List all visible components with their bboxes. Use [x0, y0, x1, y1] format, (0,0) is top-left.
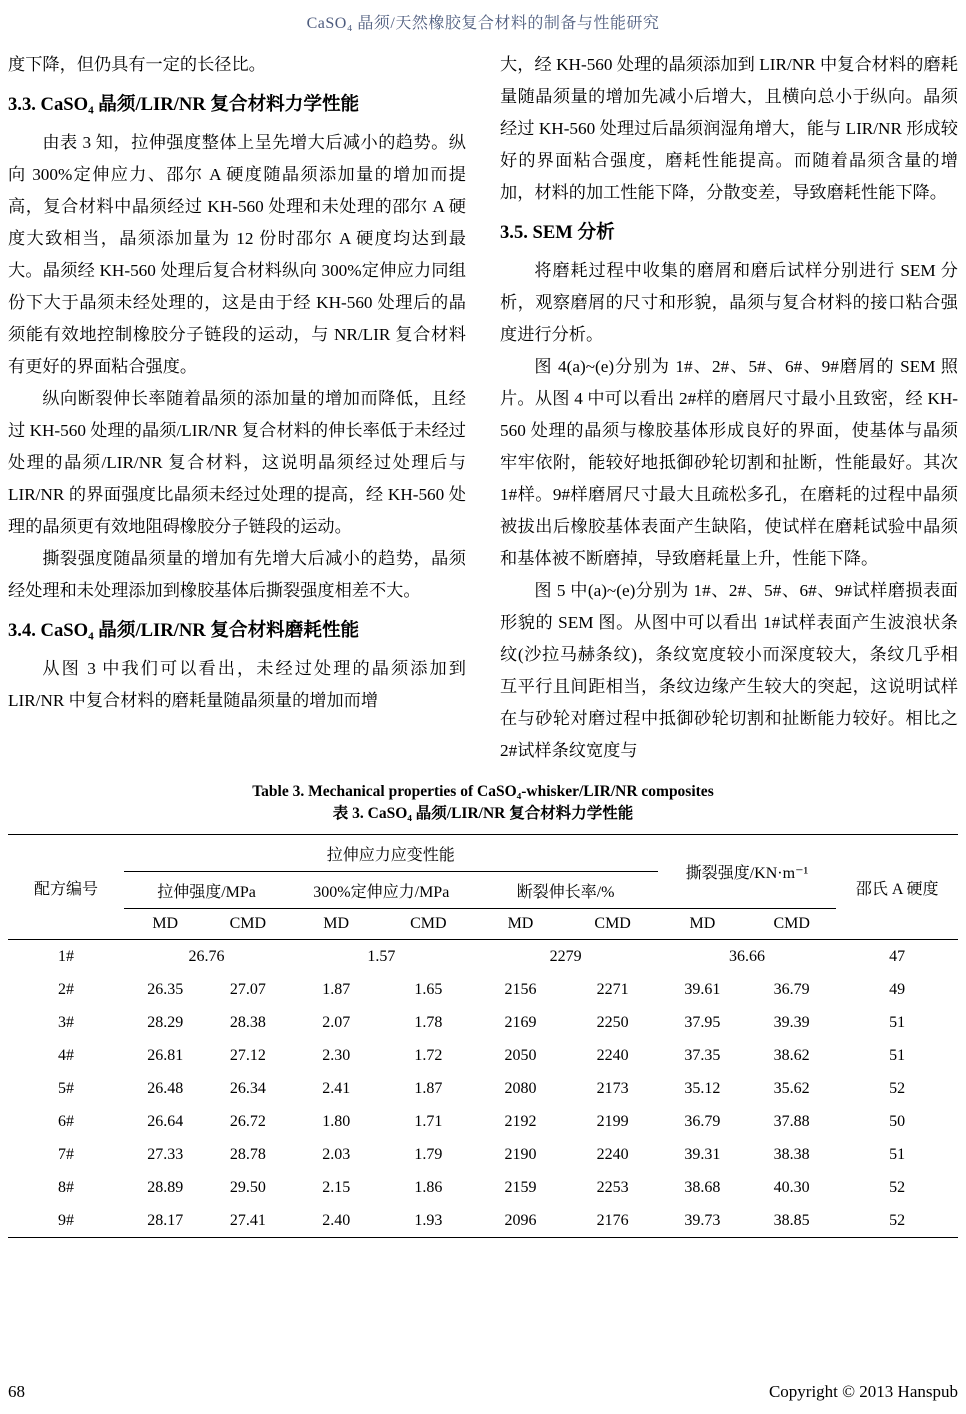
table-cell: 52 [889, 1178, 906, 1196]
th-cmd: CMD [383, 909, 473, 940]
running-head: CaSO₄ 晶须/天然橡胶复合材料的制备与性能研究 [306, 15, 660, 32]
page-number: 68 [8, 1382, 25, 1401]
table-row [8, 1006, 958, 1039]
table-cell: 2156 [504, 980, 537, 998]
table-cell: 2169 [504, 1013, 537, 1031]
table-cell: 39.39 [773, 1013, 810, 1031]
table-cell: 28.29 [147, 1013, 184, 1031]
table-cell: 1.80 [322, 1112, 351, 1130]
table-cell: 38.85 [773, 1211, 810, 1229]
table-row [8, 1105, 958, 1138]
table-cell: 36.79 [684, 1112, 721, 1130]
table-cell: 7# [57, 1145, 74, 1163]
table-row [8, 1072, 958, 1105]
table-cell: 2.15 [322, 1178, 351, 1196]
table-cell: 38.62 [773, 1046, 810, 1064]
table-cell: 2.41 [322, 1079, 351, 1097]
page-footer [8, 1382, 958, 1402]
table-cell: 51 [889, 1013, 906, 1031]
th-cmd: CMD [207, 909, 290, 940]
section-heading-3-3: 3.3. CaSO₄ 晶须/LIR/NR 复合材料力学性能 [8, 94, 360, 115]
table-cell: 50 [889, 1112, 906, 1130]
th-modulus-300: 300%定伸应力/MPa [289, 872, 473, 909]
table-row [8, 973, 958, 1006]
th-md: MD [473, 909, 567, 940]
table-cell: 1.78 [414, 1013, 443, 1031]
paragraph: 图 5 中(a)~(e)分别为 1#、2#、5#、6#、9#试样磨损表面形貌的 SEM 图。从图中可以看出 1#试样表面产生波浪状条纹(沙拉马赫条纹)，条纹宽度较小而深度较大，条纹几乎相互平行且间距相当，条纹边缘产生较大的突起，这说明试样在与砂轮对磨过程中抵御砂轮切割和扯断能力较好。相比之 2#试样条纹宽度与 [500, 581, 958, 760]
table-cell: 2192 [504, 1112, 537, 1130]
table-cell: 2240 [596, 1145, 629, 1163]
table-cell: 29.50 [229, 1178, 266, 1196]
th-elongation: 断裂伸长率/% [473, 872, 657, 909]
th-cmd: CMD [747, 909, 836, 940]
table-cell: 1.93 [414, 1211, 443, 1229]
table-cell: 28.38 [229, 1013, 266, 1031]
table-cell: 2190 [504, 1145, 537, 1163]
table-row [8, 1138, 958, 1171]
table-cell: 27.41 [229, 1211, 266, 1229]
table-cell: 27.12 [229, 1046, 266, 1064]
table-caption-english: Table 3. Mechanical properties of CaSO₄-whisker/LIR/NR composites [252, 783, 714, 800]
table-cell: 2250 [596, 1013, 629, 1031]
two-column-body [8, 49, 958, 767]
table-body [8, 940, 958, 1238]
table-cell: 38.68 [684, 1178, 721, 1196]
table-cell: 35.62 [773, 1079, 810, 1097]
table-cell: 26.34 [229, 1079, 266, 1097]
table-cell: 36.79 [773, 980, 810, 998]
th-shore-hardness: 邵氏 A 硬度 [836, 835, 958, 940]
table-cell: 26.72 [229, 1112, 266, 1130]
right-column [500, 49, 958, 767]
table-cell: 2.07 [322, 1013, 351, 1031]
table-row [8, 1204, 958, 1238]
table-cell: 2240 [596, 1046, 629, 1064]
table-cell: 1.71 [414, 1112, 443, 1130]
table-cell: 26.64 [147, 1112, 184, 1130]
table-cell: 4# [57, 1046, 74, 1064]
table-cell: 2.03 [322, 1145, 351, 1163]
table-caption [8, 781, 958, 825]
table-cell: 51 [889, 1046, 906, 1064]
table-cell: 2279 [549, 947, 582, 965]
section-heading-3-4: 3.4. CaSO₄ 晶须/LIR/NR 复合材料磨耗性能 [8, 620, 360, 641]
paragraph: 大，经 KH-560 处理的晶须添加到 LIR/NR 中复合材料的磨耗量随晶须量的增加先减小后增大，且横向总小于纵向。晶须经过 KH-560 处理过后晶须润湿角增大，能与 LIR/NR 形成较好的界面粘合强度，磨耗性能提高。而随着晶须含量的增加，材料的加工性能下降，分散变差，导致磨耗性能下降。 [500, 55, 958, 202]
table-header [8, 835, 958, 940]
table-cell: 2271 [596, 980, 629, 998]
table-cell: 28.89 [147, 1178, 184, 1196]
table-cell: 1.57 [367, 947, 396, 965]
table-row [8, 1039, 958, 1072]
table-cell: 2.40 [322, 1211, 351, 1229]
table-cell: 47 [889, 947, 906, 965]
mechanical-properties-table [8, 834, 958, 1238]
table-cell: 38.38 [773, 1145, 810, 1163]
table-cell: 39.31 [684, 1145, 721, 1163]
table-cell: 37.88 [773, 1112, 810, 1130]
paragraph: 纵向断裂伸长率随着晶须的添加量的增加而降低，且经过 KH-560 处理的晶须/LIR/NR 复合材料的伸长率低于未经过处理的晶须/LIR/NR 复合材料，这说明晶须经过处理后与 LIR/NR 的界面强度比晶须未经过处理的提高，经 KH-560 处理的晶须更有效地阻碍橡胶分子链段的运动。 [8, 389, 466, 536]
table-cell: 5# [57, 1079, 74, 1097]
table-cell: 40.30 [773, 1178, 810, 1196]
table-cell: 1.65 [414, 980, 443, 998]
copyright-text: Copyright © 2013 Hanspub [768, 1382, 958, 1401]
th-md: MD [124, 909, 207, 940]
table-cell: 51 [889, 1145, 906, 1163]
paragraph: 撕裂强度随晶须量的增加有先增大后减小的趋势，晶须经处理和未处理添加到橡胶基体后撕裂强度相差不大。 [8, 549, 466, 600]
table-cell: 28.17 [147, 1211, 184, 1229]
table-cell: 28.78 [229, 1145, 266, 1163]
table-cell: 3# [57, 1013, 74, 1031]
table-cell: 39.61 [684, 980, 721, 998]
th-tensile-group: 拉伸应力应变性能 [124, 835, 658, 872]
th-cmd: CMD [568, 909, 658, 940]
paragraph: 由表 3 知，拉伸强度整体上呈先增大后减小的趋势。纵向 300%定伸应力、邵尔 A 硬度随晶须添加量的增加而提高，复合材料中晶须经过 KH-560 处理和未处理的邵尔 A 硬度大致相当，晶须添加量为 12 份时邵尔 A 硬度均达到最大。晶须经 KH-560 处理后复合材料纵向 300%定伸应力同组份下大于晶须未经处理的，这是由于经 KH-560 处理后的晶须能有效地控制橡胶分子链段的运动，与 NR/LIR 复合材料有更好的界面粘合强度。 [8, 133, 466, 376]
table-cell: 9# [57, 1211, 74, 1229]
table-cell: 52 [889, 1211, 906, 1229]
section-heading-3-5: 3.5. SEM 分析 [500, 222, 615, 243]
th-tear-strength: 撕裂强度/KN·m⁻¹ [658, 835, 837, 909]
table-cell: 2173 [596, 1079, 629, 1097]
table-cell: 26.76 [188, 947, 225, 965]
table-cell: 1# [57, 947, 74, 965]
table-cell: 2199 [596, 1112, 629, 1130]
table-row [8, 1171, 958, 1204]
table-cell: 1.72 [414, 1046, 443, 1064]
table-cell: 35.12 [684, 1079, 721, 1097]
table-cell: 8# [57, 1178, 74, 1196]
table-cell: 36.66 [729, 947, 766, 965]
table-cell: 26.48 [147, 1079, 184, 1097]
table-cell: 37.95 [684, 1013, 721, 1031]
table-cell: 27.07 [229, 980, 266, 998]
paragraph: 从图 3 中我们可以看出，未经过处理的晶须添加到 LIR/NR 中复合材料的磨耗量随晶须量的增加而增 [8, 659, 466, 710]
table-cell: 2096 [504, 1211, 537, 1229]
paragraph: 图 4(a)~(e)分别为 1#、2#、5#、6#、9#磨屑的 SEM 照片。从图 4 中可以看出 2#样的磨屑尺寸最小且致密，经 KH-560 处理的晶须与橡胶基体形成良好的界面，使基体与晶须牢牢依附，能较好地抵御砂轮切割和扯断，性能最好。其次 1#样。9#样磨屑尺寸最大且疏松多孔，在磨耗的过程中晶须被拔出后橡胶基体表面产生缺陷，使试样在磨耗试验中晶须和基体被不断磨掉，导致磨耗量上升，性能下降。 [500, 357, 958, 568]
th-md: MD [289, 909, 383, 940]
table-cell: 52 [889, 1079, 906, 1097]
table-cell: 26.35 [147, 980, 184, 998]
table-cell: 1.87 [322, 980, 351, 998]
th-formula-id: 配方编号 [8, 835, 124, 940]
table-row [8, 940, 958, 974]
table-cell: 39.73 [684, 1211, 721, 1229]
table-cell: 2159 [504, 1178, 537, 1196]
paragraph: 度下降，但仍具有一定的长径比。 [8, 55, 266, 74]
table-cell: 37.35 [684, 1046, 721, 1064]
table-cell: 2176 [596, 1211, 629, 1229]
paragraph: 将磨耗过程中收集的磨屑和磨后试样分别进行 SEM 分析，观察磨屑的尺寸和形貌，晶须与复合材料的接口粘合强度进行分析。 [500, 261, 958, 344]
table-cell: 2080 [504, 1079, 537, 1097]
table-cell: 2253 [596, 1178, 629, 1196]
th-tensile-strength: 拉伸强度/MPa [124, 872, 289, 909]
table-cell: 2050 [504, 1046, 537, 1064]
table-cell: 1.86 [414, 1178, 443, 1196]
table-cell: 1.79 [414, 1145, 443, 1163]
table-cell: 2.30 [322, 1046, 351, 1064]
left-column [8, 49, 466, 767]
table-cell: 49 [889, 980, 906, 998]
table-cell: 2# [57, 980, 74, 998]
table-cell: 27.33 [147, 1145, 184, 1163]
table-cell: 6# [57, 1112, 74, 1130]
th-md: MD [658, 909, 747, 940]
table-caption-chinese: 表 3. CaSO₄ 晶须/LIR/NR 复合材料力学性能 [332, 805, 634, 822]
table-cell: 1.87 [414, 1079, 443, 1097]
table-cell: 26.81 [147, 1046, 184, 1064]
